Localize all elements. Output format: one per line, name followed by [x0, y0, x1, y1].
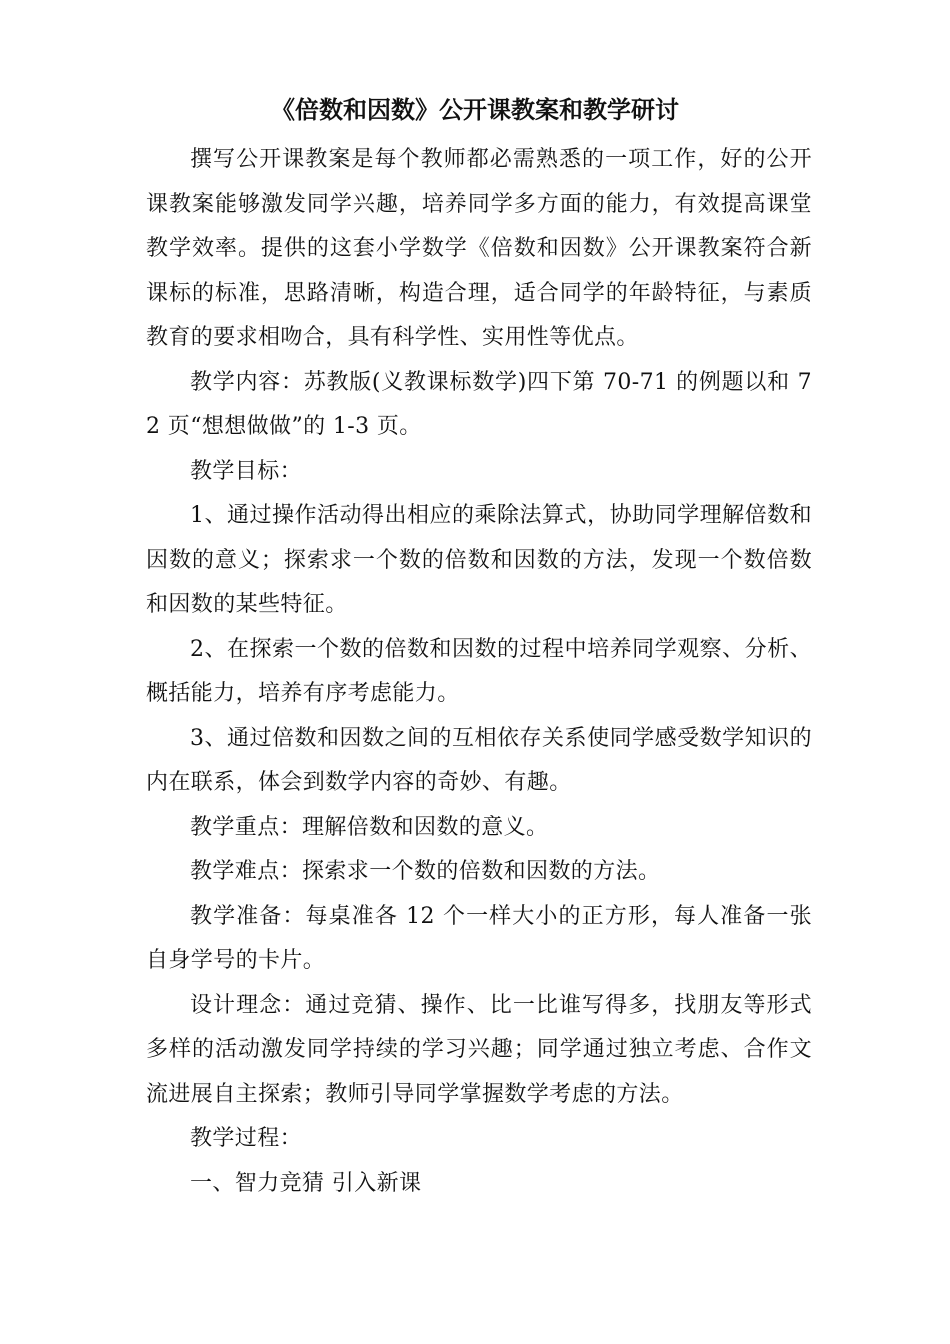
paragraph-teaching-goals-heading: 教学目标： — [190, 458, 303, 484]
paragraph-goal-3: 3、通过倍数和因数之间的互相依存关系使同学感受数学知识的内在联系，体会到数学内容的奇妙、有趣。 — [146, 725, 812, 795]
paragraph-section-1-heading: 一、智力竞猜 引入新课 — [190, 1170, 422, 1196]
document-body — [146, 138, 812, 1206]
paragraph-teaching-content: 教学内容：苏教版(义教课标数学)四下第 70-71 的例题以和 72 页“想想做做”的 1-3 页。 — [146, 369, 812, 439]
paragraph-goal-2: 2、在探索一个数的倍数和因数的过程中培养同学观察、分析、概括能力，培养有序考虑能力。 — [146, 636, 812, 706]
paragraph-design-concept: 设计理念：通过竞猜、操作、比一比谁写得多，找朋友等形式多样的活动激发同学持续的学习兴趣；同学通过独立考虑、合作文流进展自主探索；教师引导同学掌握数学考虑的方法。 — [146, 992, 812, 1107]
paragraph-key-point: 教学重点：理解倍数和因数的意义。 — [190, 814, 549, 840]
paragraph-difficulty: 教学难点：探索求一个数的倍数和因数的方法。 — [190, 859, 661, 884]
paragraph-intro: 撰写公开课教案是每个教师都必需熟悉的一项工作，好的公开课教案能够激发同学兴趣，培养同学多方面的能力，有效提高课堂教学效率。提供的这套小学数学《倍数和因数》公开课教案符合新课标的标准，思路清晰，构造合理，适合同学的年龄特征，与素质教育的要求相吻合，具有科学性、实用性等优点。 — [146, 147, 812, 350]
paragraph-process-heading: 教学过程： — [190, 1126, 303, 1151]
paragraph-preparation: 教学准备：每桌准各 12 个一样大小的正方形，每人准备一张自身学号的卡片。 — [146, 903, 812, 973]
document-title: 《倍数和因数》公开课教案和教学研讨 — [271, 96, 679, 124]
paragraph-goal-1: 1、通过操作活动得出相应的乘除法算式，协助同学理解倍数和因数的意义；探索求一个数的倍数和因数的方法，发现一个数倍数和因数的某些特征。 — [146, 503, 812, 617]
